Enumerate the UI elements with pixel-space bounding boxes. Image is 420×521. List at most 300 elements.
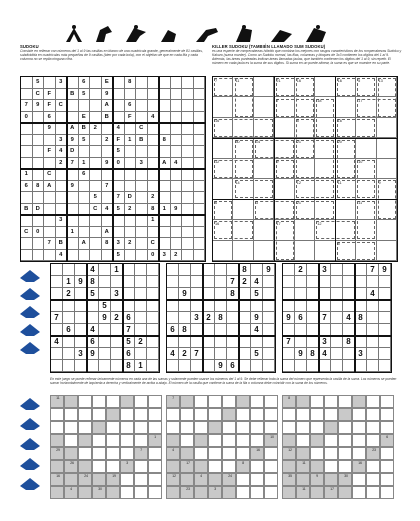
grid-cell[interactable] xyxy=(194,192,206,204)
grid-cell[interactable] xyxy=(263,348,275,360)
grid-cell[interactable] xyxy=(319,324,331,336)
grid-cell[interactable] xyxy=(379,348,391,360)
grid-cell[interactable] xyxy=(99,288,111,300)
kakuro-cell[interactable] xyxy=(250,408,264,421)
grid-cell[interactable] xyxy=(123,288,135,300)
kakuro-cell[interactable] xyxy=(194,395,208,408)
grid-cell[interactable] xyxy=(21,77,33,89)
grid-cell[interactable] xyxy=(159,215,171,227)
kakuro-cell[interactable] xyxy=(352,434,366,447)
grid-cell[interactable] xyxy=(44,204,56,216)
grid-cell[interactable] xyxy=(215,288,227,300)
grid-cell[interactable] xyxy=(123,276,135,288)
grid-cell[interactable] xyxy=(215,300,227,312)
grid-cell[interactable]: 3 xyxy=(56,215,68,227)
grid-cell[interactable] xyxy=(355,300,367,312)
grid-cell[interactable]: 9 xyxy=(99,312,111,324)
grid-cell[interactable] xyxy=(147,360,159,372)
grid-cell[interactable] xyxy=(79,181,91,193)
grid-cell[interactable] xyxy=(75,264,87,276)
grid-cell[interactable]: 7 xyxy=(191,348,203,360)
killer-cell[interactable] xyxy=(233,241,253,261)
grid-cell[interactable] xyxy=(125,123,137,135)
killer-cell[interactable] xyxy=(377,138,397,158)
grid-cell[interactable] xyxy=(379,312,391,324)
grid-cell[interactable]: 7 xyxy=(367,264,379,276)
kakuro-cell[interactable] xyxy=(324,395,338,408)
grid-cell[interactable] xyxy=(102,215,114,227)
grid-cell[interactable]: C xyxy=(21,227,33,239)
grid-cell[interactable] xyxy=(90,169,102,181)
grid-cell[interactable] xyxy=(194,123,206,135)
grid-cell[interactable] xyxy=(283,360,295,372)
grid-cell[interactable]: B xyxy=(67,89,79,101)
kakuro-cell[interactable] xyxy=(236,408,250,421)
grid-cell[interactable] xyxy=(111,336,123,348)
grid-cell[interactable]: C xyxy=(90,204,102,216)
killer-cell[interactable] xyxy=(377,159,397,179)
grid-cell[interactable] xyxy=(79,204,91,216)
grid-cell[interactable]: 1 xyxy=(63,276,75,288)
kakuro-cell[interactable] xyxy=(380,408,394,421)
kakuro-cell[interactable] xyxy=(380,395,394,408)
grid-cell[interactable]: 8 xyxy=(159,135,171,147)
grid-cell[interactable]: 2 xyxy=(90,123,102,135)
kakuro-cell[interactable] xyxy=(324,408,338,421)
grid-cell[interactable] xyxy=(251,300,263,312)
grid-cell[interactable] xyxy=(33,215,45,227)
grid-cell[interactable] xyxy=(331,300,343,312)
grid-cell[interactable] xyxy=(191,276,203,288)
grid-cell[interactable]: 6 xyxy=(125,100,137,112)
grid-cell[interactable] xyxy=(136,250,148,262)
kakuro-cell[interactable] xyxy=(236,473,250,486)
grid-cell[interactable] xyxy=(125,169,137,181)
killer-cell[interactable] xyxy=(336,200,356,220)
grid-cell[interactable] xyxy=(44,227,56,239)
kakuro-cell[interactable] xyxy=(250,434,264,447)
grid-cell[interactable] xyxy=(307,264,319,276)
grid-cell[interactable] xyxy=(227,336,239,348)
grid-cell[interactable]: 1 xyxy=(125,135,137,147)
grid-cell[interactable] xyxy=(87,360,99,372)
grid-cell[interactable] xyxy=(148,100,160,112)
grid-cell[interactable] xyxy=(171,169,183,181)
grid-cell[interactable]: 4 xyxy=(51,336,63,348)
grid-cell[interactable] xyxy=(159,181,171,193)
grid-cell[interactable] xyxy=(167,360,179,372)
killer-cell[interactable] xyxy=(213,179,233,199)
grid-cell[interactable] xyxy=(182,89,194,101)
kakuro-cell[interactable] xyxy=(264,473,278,486)
kakuro-cell[interactable] xyxy=(222,434,236,447)
grid-cell[interactable]: 9 xyxy=(67,181,79,193)
grid-cell[interactable] xyxy=(171,238,183,250)
grid-cell[interactable] xyxy=(239,288,251,300)
grid-cell[interactable] xyxy=(44,77,56,89)
grid-cell[interactable] xyxy=(51,264,63,276)
kakuro-cell[interactable] xyxy=(120,486,134,499)
killer-cell[interactable] xyxy=(233,200,253,220)
grid-cell[interactable]: 4 xyxy=(56,250,68,262)
grid-cell[interactable] xyxy=(283,300,295,312)
grid-cell[interactable] xyxy=(63,360,75,372)
grid-cell[interactable] xyxy=(263,288,275,300)
grid-cell[interactable] xyxy=(171,89,183,101)
grid-cell[interactable] xyxy=(21,135,33,147)
grid-cell[interactable]: 7 xyxy=(21,100,33,112)
grid-cell[interactable] xyxy=(125,181,137,193)
kakuro-cell[interactable] xyxy=(380,486,394,499)
grid-cell[interactable] xyxy=(355,360,367,372)
grid-cell[interactable] xyxy=(136,89,148,101)
grid-cell[interactable] xyxy=(263,336,275,348)
grid-cell[interactable]: 8 xyxy=(102,238,114,250)
grid-cell[interactable]: B xyxy=(21,204,33,216)
grid-cell[interactable]: 1 xyxy=(135,360,147,372)
grid-cell[interactable]: 9 xyxy=(179,288,191,300)
grid-cell[interactable] xyxy=(67,204,79,216)
grid-cell[interactable] xyxy=(319,276,331,288)
grid-cell[interactable]: 4 xyxy=(251,276,263,288)
grid-cell[interactable] xyxy=(203,288,215,300)
grid-cell[interactable]: 2 xyxy=(125,238,137,250)
kakuro-cell[interactable] xyxy=(250,486,264,499)
grid-cell[interactable] xyxy=(148,227,160,239)
grid-cell[interactable] xyxy=(307,276,319,288)
grid-cell[interactable]: 7 xyxy=(67,158,79,170)
grid-cell[interactable] xyxy=(21,215,33,227)
grid-cell[interactable] xyxy=(171,227,183,239)
grid-cell[interactable] xyxy=(319,300,331,312)
grid-cell[interactable]: 0 xyxy=(148,250,160,262)
grid-cell[interactable] xyxy=(182,123,194,135)
grid-cell[interactable] xyxy=(159,146,171,158)
grid-cell[interactable] xyxy=(111,348,123,360)
grid-cell[interactable] xyxy=(159,123,171,135)
grid-cell[interactable] xyxy=(159,169,171,181)
grid-cell[interactable] xyxy=(102,146,114,158)
grid-cell[interactable] xyxy=(44,250,56,262)
grid-cell[interactable] xyxy=(283,288,295,300)
grid-cell[interactable] xyxy=(113,215,125,227)
grid-cell[interactable]: 7 xyxy=(113,192,125,204)
kakuro-cell[interactable] xyxy=(282,408,296,421)
grid-cell[interactable]: 4 xyxy=(171,158,183,170)
kakuro-cell[interactable] xyxy=(366,473,380,486)
grid-cell[interactable] xyxy=(171,112,183,124)
grid-cell[interactable] xyxy=(182,135,194,147)
grid-cell[interactable]: C xyxy=(148,238,160,250)
kakuro-cell[interactable] xyxy=(296,408,310,421)
grid-cell[interactable] xyxy=(167,336,179,348)
grid-cell[interactable] xyxy=(111,276,123,288)
kakuro-cell[interactable] xyxy=(310,421,324,434)
grid-cell[interactable]: 8 xyxy=(33,181,45,193)
grid-cell[interactable]: 0 xyxy=(33,227,45,239)
grid-cell[interactable] xyxy=(191,336,203,348)
grid-cell[interactable]: 3 xyxy=(111,288,123,300)
grid-cell[interactable] xyxy=(331,324,343,336)
grid-cell[interactable]: 6 xyxy=(123,348,135,360)
grid-cell[interactable] xyxy=(90,89,102,101)
killer-cell[interactable] xyxy=(274,179,294,199)
kakuro-cell[interactable] xyxy=(64,408,78,421)
grid-cell[interactable]: 5 xyxy=(113,146,125,158)
grid-cell[interactable] xyxy=(295,324,307,336)
grid-cell[interactable] xyxy=(111,360,123,372)
grid-cell[interactable] xyxy=(33,123,45,135)
grid-cell[interactable] xyxy=(343,360,355,372)
grid-cell[interactable]: 7 xyxy=(123,324,135,336)
grid-cell[interactable] xyxy=(263,360,275,372)
kakuro-cell[interactable] xyxy=(222,460,236,473)
grid-cell[interactable] xyxy=(167,264,179,276)
grid-cell[interactable] xyxy=(167,312,179,324)
grid-cell[interactable] xyxy=(295,300,307,312)
grid-cell[interactable] xyxy=(179,360,191,372)
grid-cell[interactable] xyxy=(191,288,203,300)
kakuro-cell[interactable] xyxy=(92,408,106,421)
grid-cell[interactable] xyxy=(343,288,355,300)
grid-cell[interactable] xyxy=(191,360,203,372)
grid-cell[interactable] xyxy=(75,312,87,324)
grid-cell[interactable] xyxy=(113,169,125,181)
grid-cell[interactable] xyxy=(343,276,355,288)
grid-cell[interactable]: 3 xyxy=(159,250,171,262)
kakuro-cell[interactable] xyxy=(106,395,120,408)
killer-cell[interactable] xyxy=(377,220,397,240)
grid-cell[interactable] xyxy=(307,324,319,336)
killer-cell[interactable] xyxy=(254,159,274,179)
grid-cell[interactable]: D xyxy=(67,146,79,158)
kakuro-cell[interactable] xyxy=(166,421,180,434)
grid-cell[interactable] xyxy=(239,312,251,324)
grid-cell[interactable] xyxy=(331,348,343,360)
grid-cell[interactable] xyxy=(179,264,191,276)
grid-cell[interactable] xyxy=(194,135,206,147)
grid-cell[interactable] xyxy=(90,181,102,193)
grid-cell[interactable]: 3 xyxy=(113,238,125,250)
kakuro-cell[interactable] xyxy=(134,473,148,486)
grid-cell[interactable] xyxy=(147,276,159,288)
grid-cell[interactable] xyxy=(136,227,148,239)
grid-cell[interactable] xyxy=(215,276,227,288)
killer-cell[interactable] xyxy=(377,118,397,138)
kakuro-cell[interactable] xyxy=(352,408,366,421)
grid-cell[interactable] xyxy=(191,324,203,336)
grid-cell[interactable] xyxy=(159,89,171,101)
kakuro-cell[interactable] xyxy=(264,421,278,434)
grid-cell[interactable]: 5 xyxy=(79,89,91,101)
killer-cell[interactable] xyxy=(254,77,274,97)
grid-cell[interactable]: 9 xyxy=(33,100,45,112)
kakuro-cell[interactable] xyxy=(264,395,278,408)
grid-cell[interactable] xyxy=(75,360,87,372)
kakuro-cell[interactable] xyxy=(134,486,148,499)
grid-cell[interactable] xyxy=(167,288,179,300)
kakuro-cell[interactable] xyxy=(222,421,236,434)
grid-cell[interactable] xyxy=(194,238,206,250)
grid-cell[interactable] xyxy=(283,324,295,336)
grid-cell[interactable]: 4 xyxy=(343,312,355,324)
grid-cell[interactable] xyxy=(194,89,206,101)
grid-cell[interactable] xyxy=(113,100,125,112)
grid-cell[interactable] xyxy=(147,264,159,276)
kakuro-cell[interactable] xyxy=(380,421,394,434)
grid-cell[interactable] xyxy=(63,300,75,312)
killer-cell[interactable] xyxy=(274,118,294,138)
kakuro-cell[interactable] xyxy=(264,408,278,421)
grid-cell[interactable]: 6 xyxy=(63,324,75,336)
grid-cell[interactable] xyxy=(182,158,194,170)
kakuro-cell[interactable] xyxy=(296,421,310,434)
kakuro-cell[interactable] xyxy=(194,408,208,421)
grid-cell[interactable] xyxy=(67,250,79,262)
grid-cell[interactable]: 6 xyxy=(295,312,307,324)
kakuro-cell[interactable] xyxy=(338,395,352,408)
grid-cell[interactable] xyxy=(21,146,33,158)
grid-cell[interactable] xyxy=(194,181,206,193)
grid-cell[interactable]: 3 xyxy=(355,348,367,360)
grid-cell[interactable]: B xyxy=(136,135,148,147)
grid-cell[interactable] xyxy=(203,336,215,348)
grid-cell[interactable]: 7 xyxy=(227,276,239,288)
grid-cell[interactable] xyxy=(295,336,307,348)
kakuro-cell[interactable] xyxy=(352,447,366,460)
grid-cell[interactable] xyxy=(203,276,215,288)
grid-cell[interactable]: 2 xyxy=(63,288,75,300)
grid-cell[interactable] xyxy=(21,158,33,170)
grid-cell[interactable] xyxy=(148,135,160,147)
killer-cell[interactable] xyxy=(213,138,233,158)
grid-cell[interactable] xyxy=(182,215,194,227)
grid-cell[interactable]: 9 xyxy=(283,312,295,324)
kakuro-cell[interactable] xyxy=(208,447,222,460)
kakuro-cell[interactable] xyxy=(338,421,352,434)
grid-cell[interactable] xyxy=(136,215,148,227)
grid-cell[interactable] xyxy=(239,360,251,372)
grid-cell[interactable] xyxy=(251,264,263,276)
grid-cell[interactable] xyxy=(51,288,63,300)
grid-cell[interactable]: 2 xyxy=(102,135,114,147)
grid-cell[interactable] xyxy=(33,238,45,250)
grid-cell[interactable] xyxy=(90,112,102,124)
grid-cell[interactable] xyxy=(343,324,355,336)
grid-cell[interactable] xyxy=(56,112,68,124)
grid-cell[interactable]: 5 xyxy=(123,336,135,348)
grid-cell[interactable] xyxy=(113,89,125,101)
grid-cell[interactable] xyxy=(125,250,137,262)
grid-cell[interactable] xyxy=(87,312,99,324)
grid-cell[interactable] xyxy=(79,146,91,158)
grid-cell[interactable]: 6 xyxy=(87,336,99,348)
grid-cell[interactable] xyxy=(367,312,379,324)
kakuro-cell[interactable] xyxy=(134,395,148,408)
kakuro-cell[interactable] xyxy=(264,486,278,499)
grid-cell[interactable] xyxy=(182,112,194,124)
grid-cell[interactable]: 4 xyxy=(319,348,331,360)
grid-cell[interactable] xyxy=(125,158,137,170)
kakuro-cell[interactable] xyxy=(250,421,264,434)
grid-cell[interactable] xyxy=(51,276,63,288)
grid-cell[interactable]: A xyxy=(102,100,114,112)
grid-cell[interactable] xyxy=(148,77,160,89)
grid-cell[interactable] xyxy=(182,204,194,216)
grid-cell[interactable] xyxy=(331,336,343,348)
grid-cell[interactable]: E xyxy=(79,112,91,124)
grid-cell[interactable]: A xyxy=(67,123,79,135)
grid-cell[interactable] xyxy=(227,264,239,276)
grid-cell[interactable] xyxy=(331,276,343,288)
grid-cell[interactable] xyxy=(283,264,295,276)
grid-cell[interactable] xyxy=(63,348,75,360)
grid-cell[interactable] xyxy=(355,336,367,348)
grid-cell[interactable]: 8 xyxy=(343,336,355,348)
grid-cell[interactable]: 4 xyxy=(56,146,68,158)
grid-cell[interactable] xyxy=(203,300,215,312)
kakuro-cell[interactable] xyxy=(222,447,236,460)
kakuro-cell[interactable] xyxy=(352,473,366,486)
grid-cell[interactable] xyxy=(44,215,56,227)
kakuro-cell[interactable] xyxy=(250,473,264,486)
grid-cell[interactable] xyxy=(99,348,111,360)
grid-cell[interactable] xyxy=(148,146,160,158)
grid-cell[interactable] xyxy=(367,348,379,360)
grid-cell[interactable] xyxy=(111,300,123,312)
grid-cell[interactable] xyxy=(179,312,191,324)
grid-cell[interactable] xyxy=(63,312,75,324)
kakuro-cell[interactable] xyxy=(250,395,264,408)
grid-cell[interactable] xyxy=(125,89,137,101)
grid-cell[interactable] xyxy=(90,135,102,147)
grid-cell[interactable] xyxy=(135,324,147,336)
grid-cell[interactable] xyxy=(239,336,251,348)
kakuro-cell[interactable] xyxy=(296,434,310,447)
kakuro-cell[interactable] xyxy=(264,460,278,473)
grid-cell[interactable] xyxy=(171,215,183,227)
grid-cell[interactable]: 4 xyxy=(148,112,160,124)
grid-cell[interactable] xyxy=(136,169,148,181)
grid-cell[interactable] xyxy=(56,192,68,204)
kakuro-cell[interactable] xyxy=(134,460,148,473)
grid-cell[interactable] xyxy=(125,227,137,239)
kakuro-cell[interactable] xyxy=(120,408,134,421)
grid-cell[interactable] xyxy=(227,312,239,324)
grid-cell[interactable]: C xyxy=(44,169,56,181)
grid-cell[interactable] xyxy=(167,300,179,312)
grid-cell[interactable] xyxy=(90,100,102,112)
grid-cell[interactable] xyxy=(67,192,79,204)
grid-cell[interactable] xyxy=(379,336,391,348)
grid-cell[interactable]: 4 xyxy=(167,348,179,360)
kakuro-cell[interactable] xyxy=(106,434,120,447)
kakuro-cell[interactable] xyxy=(148,447,162,460)
kakuro-cell[interactable] xyxy=(380,473,394,486)
kakuro-cell[interactable] xyxy=(366,434,380,447)
grid-cell[interactable] xyxy=(148,158,160,170)
grid-cell[interactable] xyxy=(331,264,343,276)
grid-cell[interactable] xyxy=(179,336,191,348)
grid-cell[interactable] xyxy=(307,288,319,300)
grid-cell[interactable] xyxy=(136,77,148,89)
grid-cell[interactable]: 9 xyxy=(44,123,56,135)
grid-cell[interactable]: 2 xyxy=(111,312,123,324)
grid-cell[interactable] xyxy=(56,123,68,135)
grid-cell[interactable] xyxy=(179,300,191,312)
grid-cell[interactable] xyxy=(239,348,251,360)
grid-cell[interactable] xyxy=(295,360,307,372)
